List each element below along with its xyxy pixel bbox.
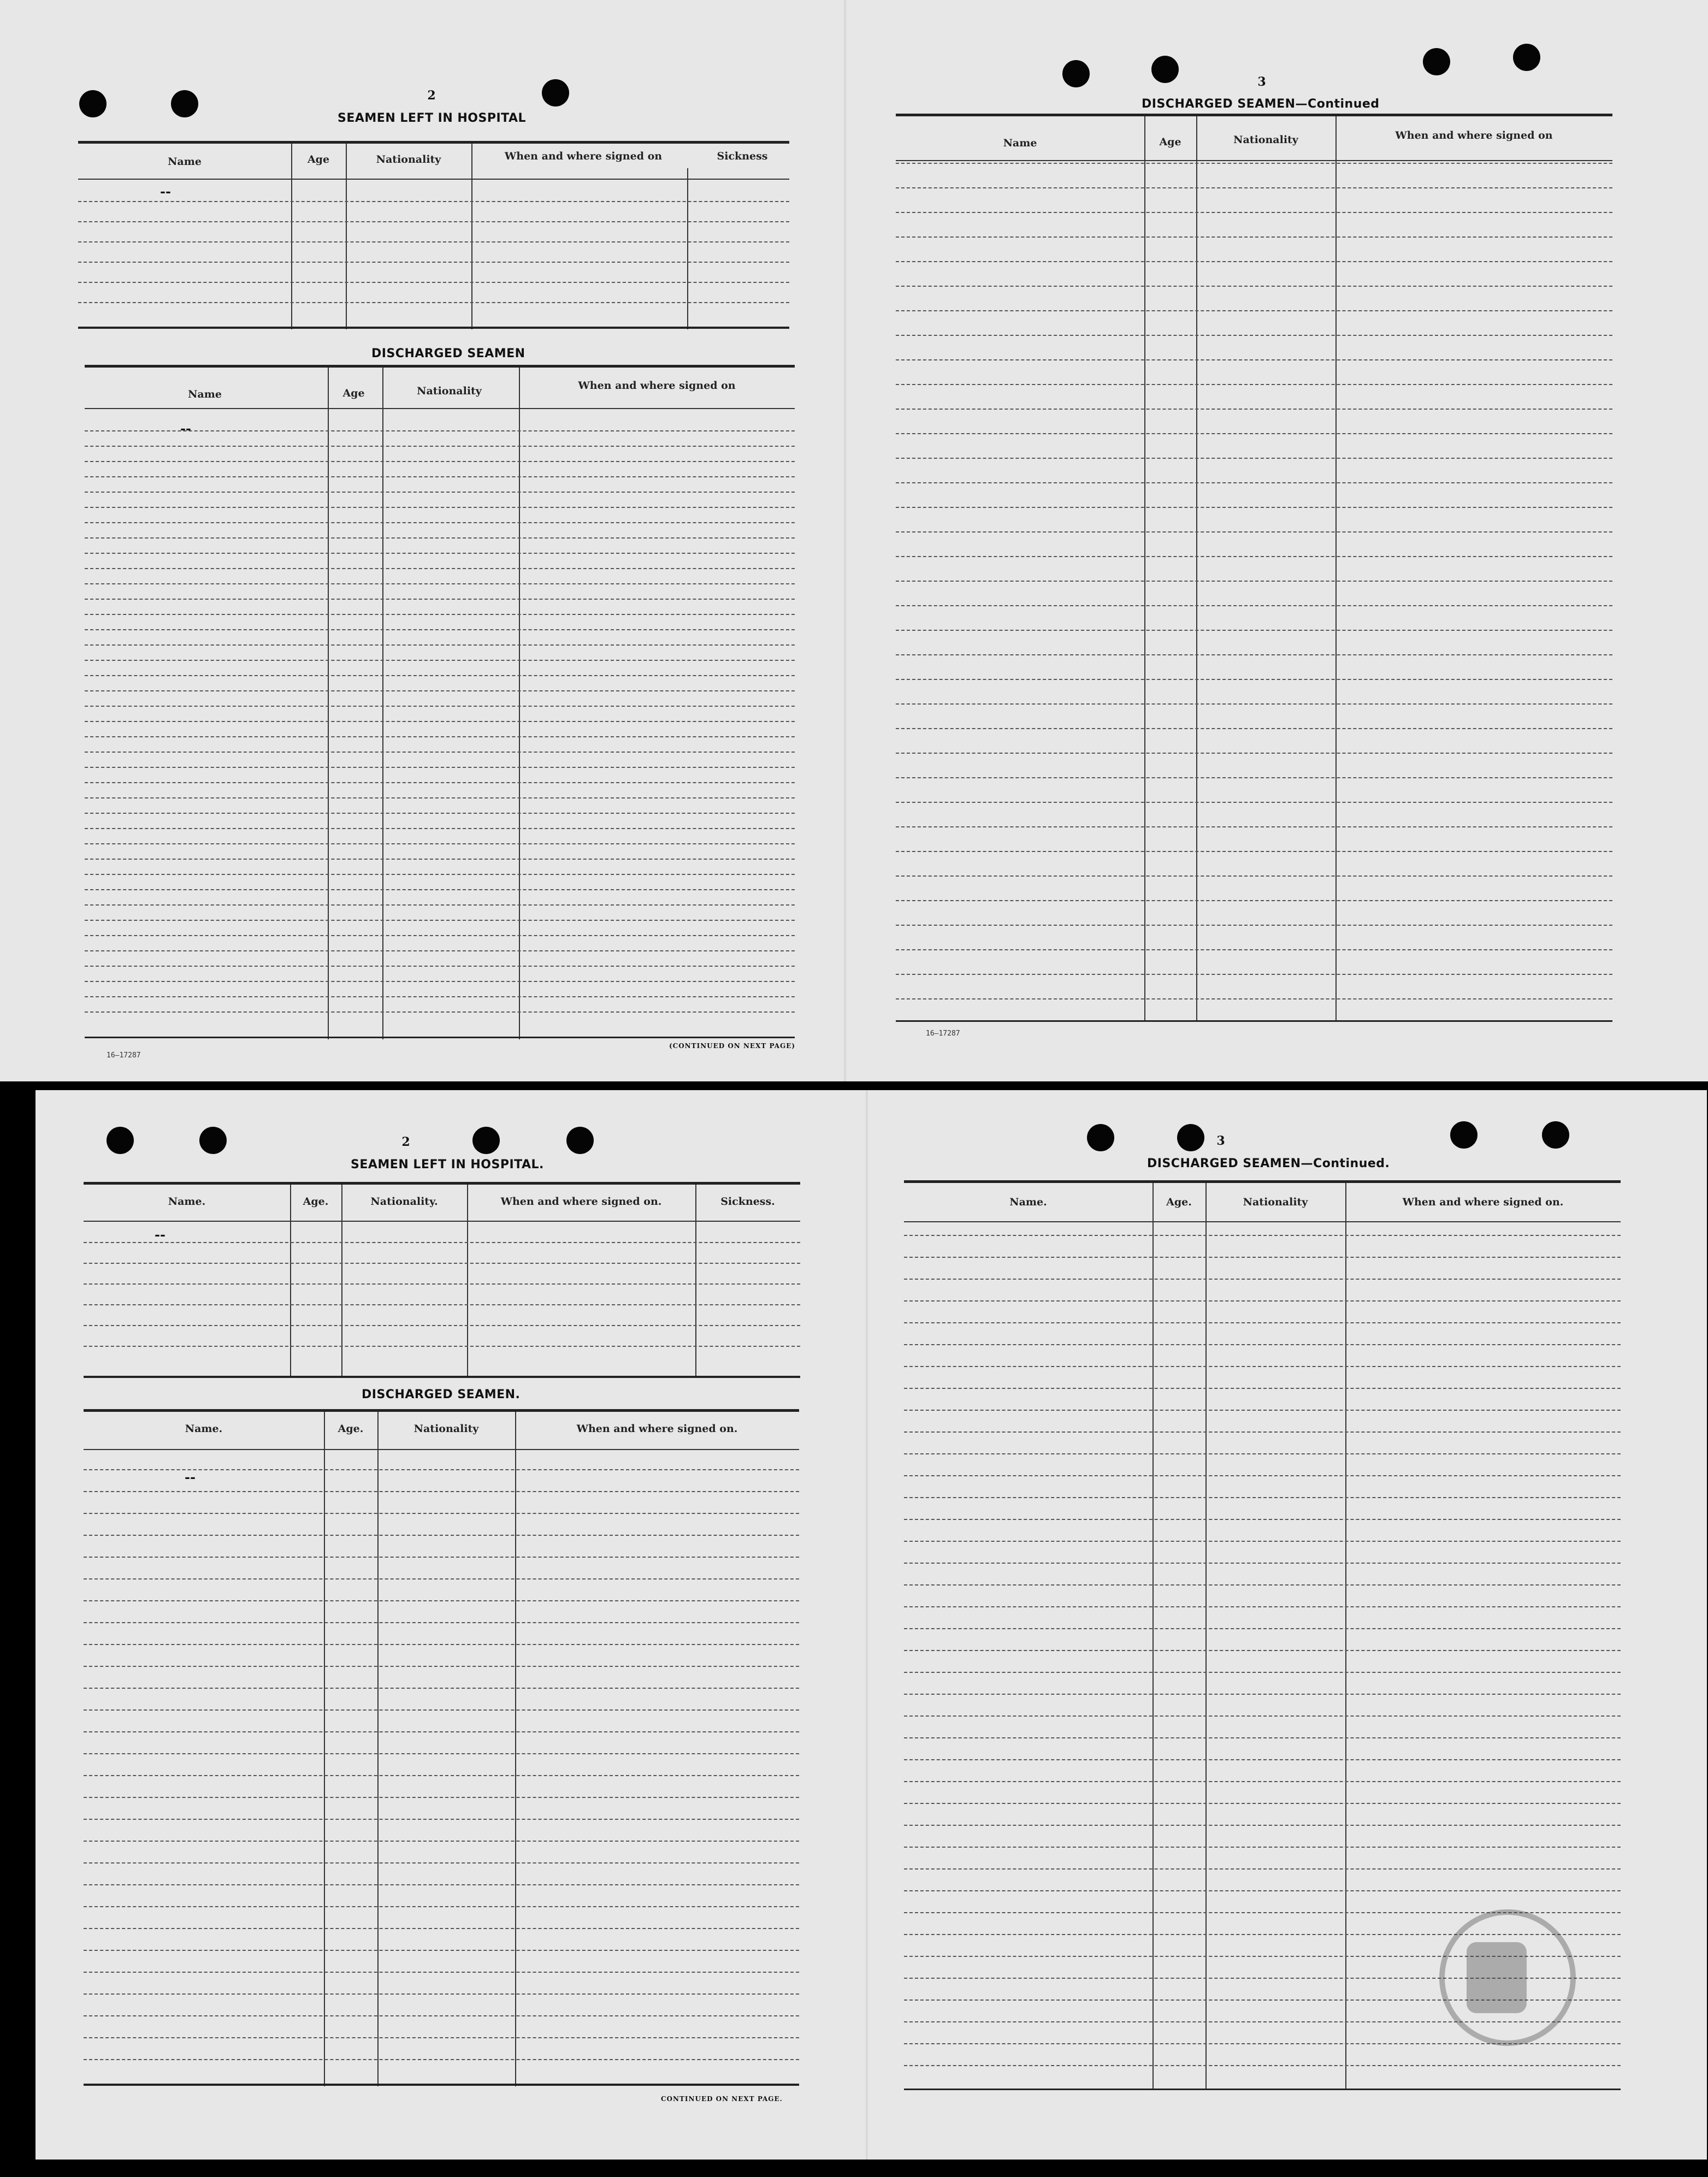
punch-hole <box>107 1127 134 1154</box>
punch-hole <box>1087 1124 1114 1151</box>
punch-hole <box>1151 56 1179 83</box>
entry-mark: -- <box>160 184 171 199</box>
punch-hole <box>542 79 569 107</box>
punch-hole <box>1423 48 1450 75</box>
hospital-table <box>78 141 789 332</box>
bottom-sheet <box>36 1090 1707 2160</box>
entry-mark: -- <box>180 421 191 436</box>
col-header-sickness: Sickness. <box>720 1196 775 1208</box>
col-header-age: Age. <box>303 1196 329 1208</box>
punch-hole <box>1542 1121 1569 1149</box>
continued-note: (CONTINUED ON NEXT PAGE) <box>669 1042 796 1050</box>
right-page-title: DISCHARGED SEAMEN—Continued <box>1142 97 1380 111</box>
hospital-table <box>84 1182 800 1380</box>
col-header-age: Age <box>342 387 365 399</box>
col-header-name: Name <box>188 388 222 400</box>
punch-hole <box>1177 1124 1204 1151</box>
col-header-signed-on: When and where signed on <box>578 380 736 392</box>
col-header-nationality: Nationality <box>1243 1196 1308 1208</box>
discharged-table <box>85 365 795 1042</box>
discharged-section-title: DISCHARGED SEAMEN <box>371 347 525 360</box>
right-page-title: DISCHARGED SEAMEN—Continued. <box>1147 1157 1390 1170</box>
col-header-sickness: Sickness <box>717 150 768 162</box>
entry-mark: -- <box>155 1227 166 1243</box>
col-header-age: Age. <box>338 1423 364 1435</box>
col-header-signed-on: When and where signed on <box>1395 129 1553 141</box>
col-header-signed-on: When and where signed on <box>504 150 663 162</box>
col-header-nationality: Nationality <box>413 1423 479 1435</box>
col-header-nationality: Nationality <box>1233 134 1298 146</box>
punch-hole <box>1513 44 1540 71</box>
col-header-signed-on: When and where signed on. <box>500 1196 662 1208</box>
col-header-name: Name. <box>185 1423 223 1435</box>
col-header-nationality: Nationality <box>376 153 441 165</box>
hospital-section-title: SEAMEN LEFT IN HOSPITAL <box>338 111 527 125</box>
punch-hole <box>472 1127 500 1154</box>
entry-mark: -- <box>185 1469 196 1485</box>
continued-note: CONTINUED ON NEXT PAGE. <box>661 2095 783 2103</box>
discharged-section-title: DISCHARGED SEAMEN. <box>362 1388 521 1401</box>
col-header-signed-on: When and where signed on. <box>1402 1196 1564 1208</box>
form-number: 16—17287 <box>107 1051 141 1060</box>
punch-hole <box>171 90 198 117</box>
form-number: 16—17287 <box>926 1030 960 1038</box>
discharged-table <box>84 1409 799 2089</box>
page-number: 2 <box>401 1135 410 1149</box>
col-header-signed-on: When and where signed on. <box>576 1423 738 1435</box>
top-sheet <box>0 0 1708 1081</box>
col-header-name: Name. <box>1009 1196 1047 1208</box>
fold-line <box>844 0 846 1081</box>
col-header-name: Name <box>168 156 202 168</box>
col-header-age: Age <box>1159 136 1181 148</box>
page-number: 2 <box>427 88 436 103</box>
punch-hole <box>199 1127 227 1154</box>
punch-hole <box>1450 1121 1477 1149</box>
punch-hole <box>79 90 107 117</box>
col-header-age: Age <box>307 153 330 165</box>
hospital-section-title: SEAMEN LEFT IN HOSPITAL. <box>351 1158 544 1172</box>
col-header-nationality: Nationality. <box>370 1196 438 1208</box>
stamp-mark <box>1467 1942 1527 2013</box>
fold-line <box>866 1090 868 2160</box>
page-number: 3 <box>1216 1134 1225 1148</box>
punch-hole <box>566 1127 594 1154</box>
punch-hole <box>1062 60 1090 87</box>
col-header-nationality: Nationality <box>417 385 482 397</box>
col-header-age: Age. <box>1166 1196 1192 1208</box>
discharged-continued-table <box>896 114 1612 1023</box>
col-header-name: Name. <box>168 1196 206 1208</box>
col-header-name: Name <box>1003 137 1037 149</box>
page-number: 3 <box>1257 75 1266 89</box>
